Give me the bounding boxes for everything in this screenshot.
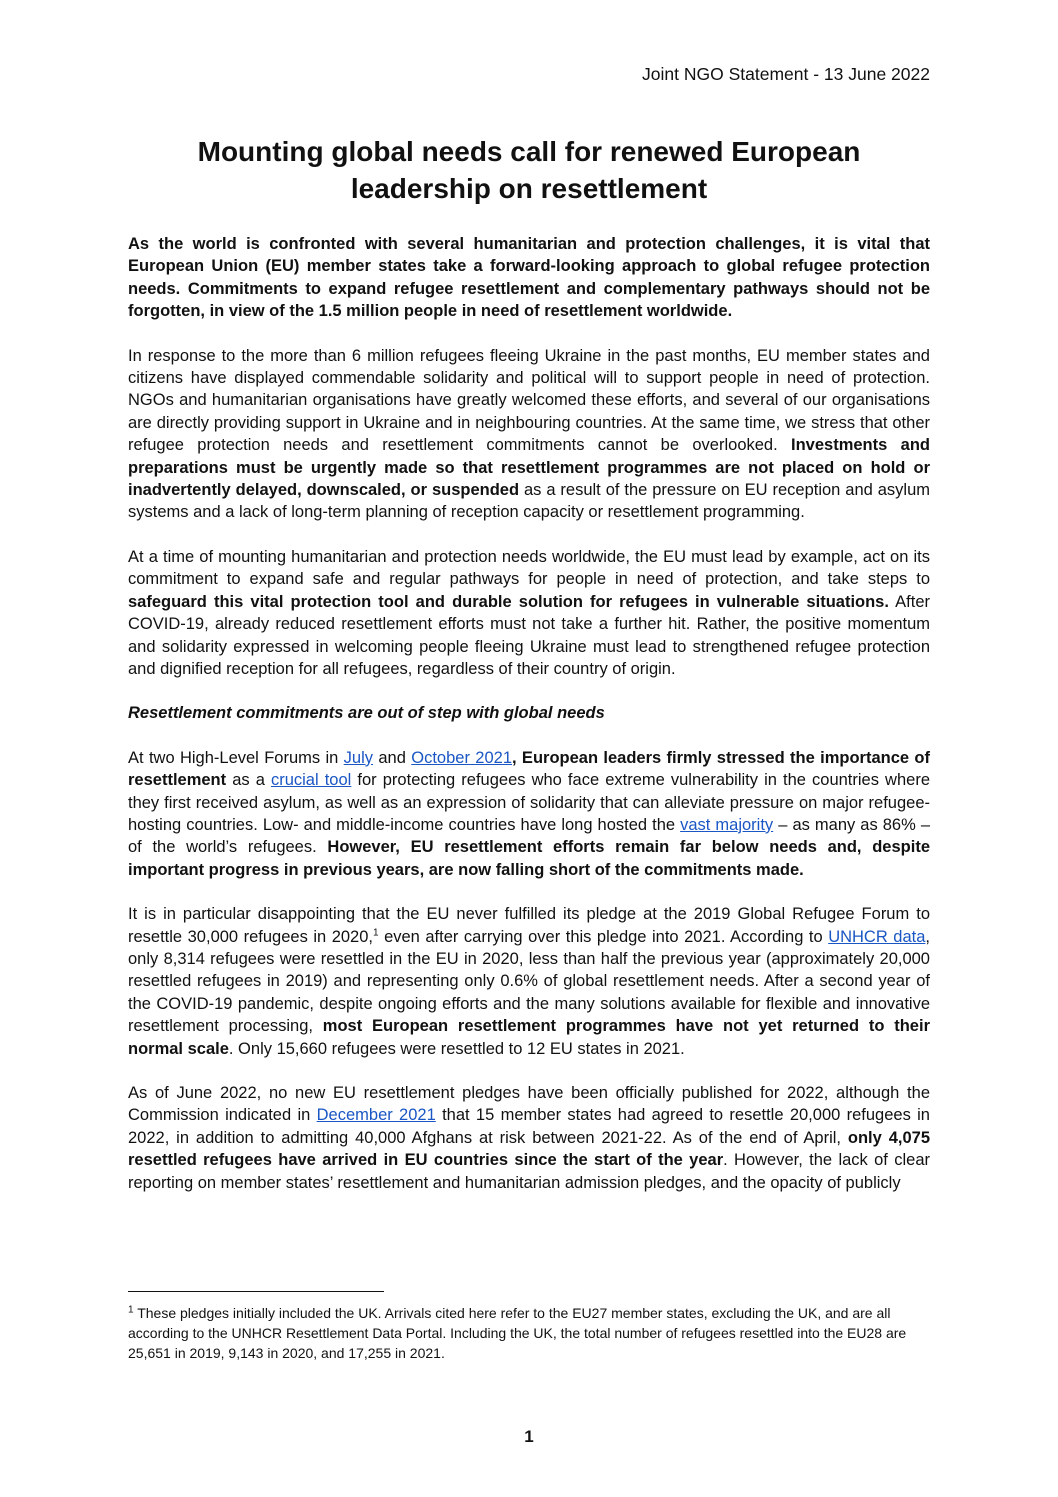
paragraph-emphasis: However, EU resettlement efforts remain far below needs and, despite important progress in previous years, are now falling short of the commitments made.	[128, 838, 930, 879]
paragraph-text: . However, the lack of clear reporting on member states’ resettlement and humanitarian admission pledges, and the opacity of publicly	[128, 1151, 930, 1192]
paragraph-high-level-forums	[128, 747, 930, 881]
footnote-reference[interactable]: 1	[373, 927, 379, 939]
paragraph-ukraine-response	[128, 345, 930, 524]
page-title: Mounting global needs call for renewed European leadership on resettlement	[197, 136, 861, 204]
footnote	[128, 1303, 930, 1363]
intro-paragraph: As the world is confronted with several humanitarian and protection challenges, it is vital that European Union (EU) member states take a forward-looking approach to global refugee protection needs. Commitments to expand refugee resettlement and complementary pathways should not be forgotten, in view of the 1.5 million people in need of resettlement worldwide.	[128, 235, 930, 321]
footnote-text: These pledges initially included the UK. Arrivals cited here refer to the EU27 member states, excluding the UK, and are all according to the UNHCR Resettlement Data Portal. Including the UK, the total number of refugees resettled into the EU28 are 25,651 in 2019, 9,143 in 2020, and 17,255 in 2021.	[128, 1305, 907, 1361]
link-unhcr-data[interactable]: UNHCR data	[828, 927, 926, 946]
paragraph-june-2022	[128, 1082, 930, 1194]
link-december-2021[interactable]: December 2021	[316, 1106, 436, 1125]
paragraph-text: At two High-Level Forums in	[128, 748, 344, 767]
paragraph-text: as a	[226, 771, 271, 790]
document-body	[128, 233, 930, 1216]
link-july[interactable]: July	[343, 748, 374, 767]
page-number: 1	[524, 1427, 534, 1446]
link-crucial-tool[interactable]: crucial tool	[270, 771, 352, 790]
paragraph-text: It is in particular disappointing that the EU never fulfilled its pledge at the 2019 Global Refugee Forum to resettle 30,000 refugees in 2020,	[128, 905, 930, 946]
paragraph-global-refugee-forum	[128, 903, 930, 1060]
paragraph-text: for protecting refugees who face extreme vulnerability in the countries where they first received asylum, as well as an expression of solidarity that can alleviate pressure on major refugee-hosting countries. Low- and middle-income countries have long hosted the	[128, 771, 930, 834]
paragraph-text: , only 8,314 refugees were resettled in the EU in 2020, less than half the previous year (approximately 20,000 resettled refugees in 2019) and representing only 0.6% of global resettlement needs. After a second year of the COVID-19 pandemic, despite ongoing efforts and the many solutions available for flexible and innovative resettlement processing,	[128, 927, 930, 1036]
link-vast-majority[interactable]: vast majority	[680, 815, 774, 834]
section-heading: Resettlement commitments are out of step with global needs	[128, 704, 605, 723]
paragraph-text: . Only 15,660 refugees were resettled to 12 EU states in 2021.	[228, 1039, 685, 1058]
paragraph-text: that 15 member states had agreed to resettle 20,000 refugees in 2022, in addition to admitting 40,000 Afghans at risk between 2021-22. As of the end of April,	[128, 1106, 930, 1147]
link-october-2021[interactable]: October 2021	[411, 748, 512, 767]
paragraph-emphasis: safeguard this vital protection tool and durable solution for refugees in vulnerable situations.	[128, 592, 889, 611]
paragraph-text: As of June 2022, no new EU resettlement pledges have been officially published for 2022, although the Commission indicated in	[128, 1084, 930, 1125]
paragraph-emphasis: most European resettlement programmes have not yet returned to their normal scale	[128, 1017, 930, 1058]
paragraph-text: After COVID-19, already reduced resettlement efforts must not take a further hit. Rather, the positive momentum and solidarity expressed in welcoming people fleeing Ukraine must lead to strengthened refugee protection and dignified reception for all refugees, regardless of their country of origin.	[128, 592, 930, 678]
paragraph-lead-by-example	[128, 546, 930, 680]
paragraph-emphasis: , European leaders firmly stressed the importance of resettlement	[128, 748, 930, 790]
footnote-number: 1	[128, 1304, 134, 1316]
paragraph-text: and	[373, 748, 412, 767]
paragraph-text: as a result of the pressure on EU reception and asylum systems and a lack of long-term planning of reception capacity or resettlement programming.	[128, 481, 930, 522]
paragraph-emphasis: only 4,075 resettled refugees have arrived in EU countries since the start of the year	[128, 1128, 930, 1170]
paragraph-text: In response to the more than 6 million refugees fleeing Ukraine in the past months, EU member states and citizens have displayed commendable solidarity and political will to support people in need of protection. NGOs and humanitarian organisations have greatly welcomed these efforts, and several of our organisations are directly providing support in Ukraine and in neighbouring countries. At the same time, we stress that other refugee protection needs and resettlement commitments cannot be overlooked.	[128, 346, 930, 455]
paragraph-text: At a time of mounting humanitarian and protection needs worldwide, the EU must lead by example, act on its commitment to expand safe and regular pathways for people in need of protection, and take steps to	[128, 547, 930, 589]
paragraph-text: even after carrying over this pledge into 2021. According to	[378, 927, 829, 946]
paragraph-text: – as many as 86% – of the world’s refugees.	[128, 815, 930, 857]
footnote-divider	[128, 1291, 384, 1292]
document-header: Joint NGO Statement - 13 June 2022	[642, 64, 930, 84]
paragraph-emphasis: Investments and preparations must be urgently made so that resettlement programmes are not placed on hold or inadvertently delayed, downscaled, or suspended	[128, 436, 930, 500]
